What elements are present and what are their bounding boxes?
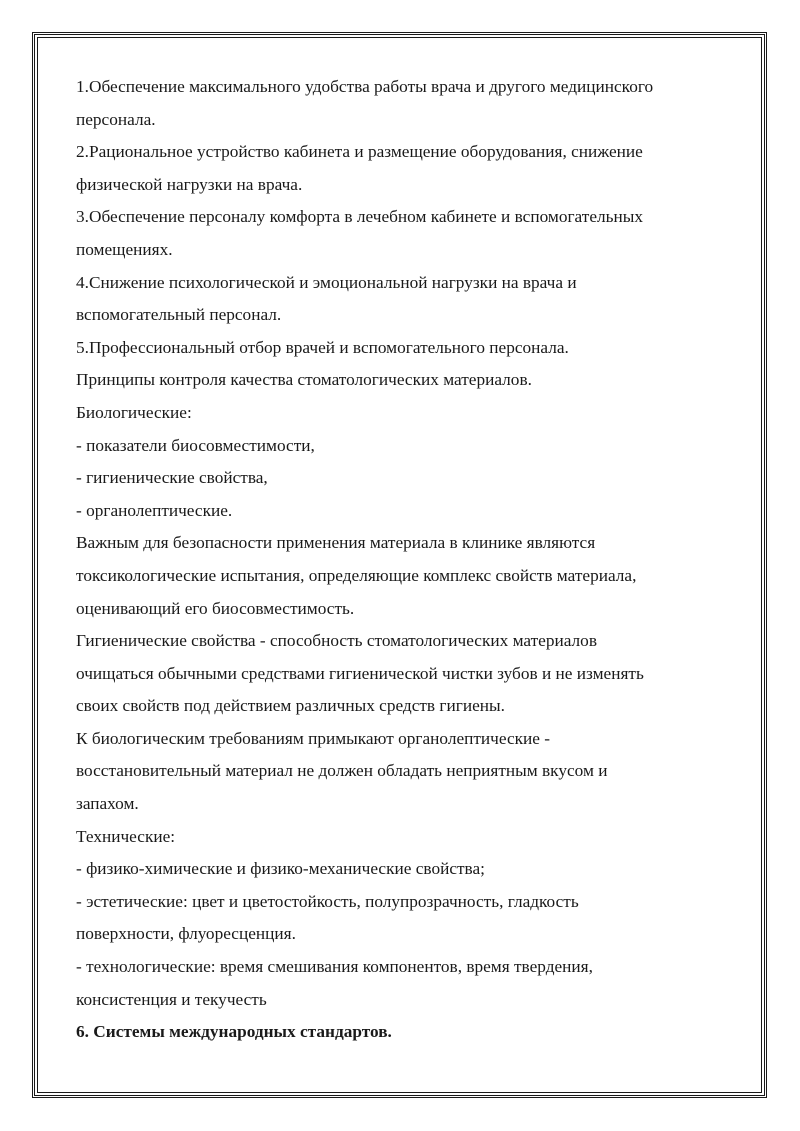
text-line: - технологические: время смешивания компонентов, время твердения, — [76, 957, 593, 977]
text-line: консистенция и текучесть — [76, 989, 267, 1009]
text-line: помещениях. — [76, 239, 173, 259]
section-heading: 6. Системы международных стандартов. — [76, 1022, 392, 1042]
text-line: токсикологические испытания, определяющие комплекс свойств материала, — [76, 565, 637, 585]
document-body — [76, 71, 726, 1049]
text-line: персонала. — [76, 109, 156, 129]
text-line: восстановительный материал не должен обладать неприятным вкусом и — [76, 761, 608, 781]
text-line: 3.Обеспечение персоналу комфорта в лечебном кабинете и вспомогательных — [76, 207, 643, 227]
text-line: 5.Профессиональный отбор врачей и вспомогательного персонала. — [76, 337, 569, 357]
text-line: Технические: — [76, 826, 176, 846]
text-line: 1.Обеспечение максимального удобства работы врача и другого медицинского — [76, 77, 654, 96]
text-line: Принципы контроля качества стоматологических материалов. — [76, 370, 532, 390]
text-line: 2.Рациональное устройство кабинета и размещение оборудования, снижение — [76, 142, 643, 162]
text-line: Гигиенические свойства - способность стоматологических материалов — [76, 631, 597, 651]
text-line: запахом. — [76, 794, 139, 814]
text-line: К биологическим требованиям примыкают органолептические - — [76, 728, 551, 748]
text-line: 4.Снижение психологической и эмоциональной нагрузки на врача и — [76, 272, 577, 292]
text-line: Важным для безопасности применения материала в клинике являются — [76, 533, 596, 553]
text-line: - эстетические: цвет и цветостойкость, полупрозрачность, гладкость — [76, 891, 579, 911]
text-line: очищаться обычными средствами гигиенической чистки зубов и не изменять — [76, 663, 644, 683]
text-line: Биологические: — [76, 402, 192, 422]
text-line: - физико-химические и физико-механические свойства; — [76, 859, 485, 879]
text-line: - показатели биосовместимости, — [76, 435, 315, 455]
text-line: вспомогательный персонал. — [76, 305, 282, 325]
text-line: - органолептические. — [76, 500, 233, 520]
text-line: поверхности, флуоресценция. — [76, 924, 296, 944]
text-line: - гигиенические свойства, — [76, 468, 268, 488]
text-line: своих свойств под действием различных средств гигиены. — [76, 696, 505, 716]
text-line: физической нагрузки на врача. — [76, 174, 303, 194]
text-line: оценивающий его биосовместимость. — [76, 598, 355, 618]
